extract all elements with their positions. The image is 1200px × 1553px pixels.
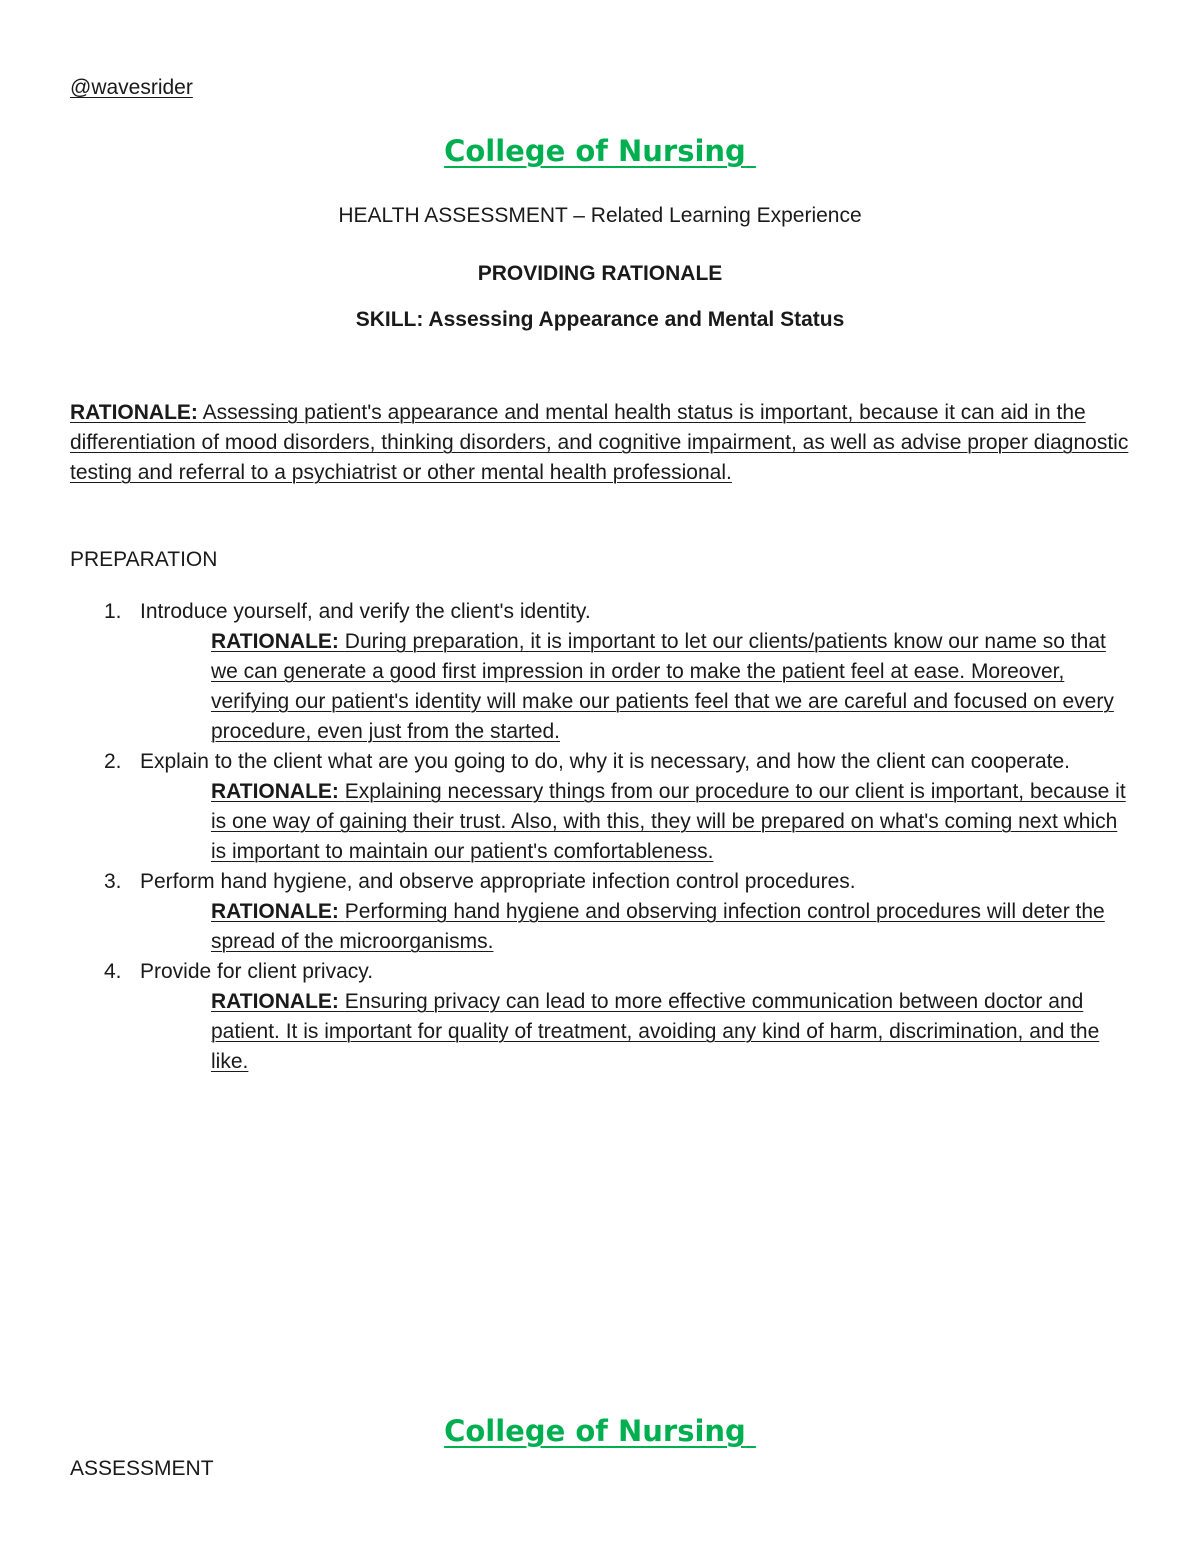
step-rationale bbox=[211, 627, 1131, 747]
intro-rationale-label: RATIONALE: bbox=[70, 401, 198, 424]
step-rationale-text: Explaining necessary things from our procedure to our client is important, because it is one way of gaining their trust. Also, with this, they will be prepared on what's coming next which is important to maintain our patient's comfortableness. bbox=[211, 780, 1126, 863]
intro-rationale bbox=[70, 398, 1130, 488]
step-number: 4. bbox=[104, 960, 122, 983]
step-rationale bbox=[211, 897, 1131, 957]
step-rationale-label: RATIONALE: bbox=[211, 630, 339, 653]
page-heading: PROVIDING RATIONALE bbox=[477, 262, 723, 285]
step-rationale-label: RATIONALE: bbox=[211, 780, 339, 803]
intro-rationale-text: Assessing patient's appearance and mental health status is important, because it can aid in the differentiation of mood disorders, thinking disorders, and cognitive impairment, as well as advise proper diagnostic testing and referral to a psychiatrist or other mental health professional. bbox=[70, 401, 1129, 484]
step-rationale-text: During preparation, it is important to let our clients/patients know our name so that we can generate a good first impression in order to make the patient feel at ease. Moreover, verifying our patient's identity will make our patients feel that we are careful and focused on every procedure, even just from the started. bbox=[211, 630, 1114, 743]
list-item bbox=[0, 597, 1200, 747]
skill-heading: SKILL: Assessing Appearance and Mental Status bbox=[355, 308, 845, 331]
step-number: 2. bbox=[104, 750, 122, 773]
college-title: College of Nursing bbox=[444, 134, 746, 168]
step-number: 1. bbox=[104, 600, 122, 623]
step-rationale-label: RATIONALE: bbox=[211, 900, 339, 923]
preparation-title: PREPARATION bbox=[70, 548, 218, 571]
author-handle: @wavesrider bbox=[70, 76, 193, 99]
list-item bbox=[0, 747, 1200, 867]
footer-college-title: College of Nursing bbox=[444, 1414, 746, 1448]
list-item bbox=[0, 867, 1200, 957]
assessment-title: ASSESSMENT bbox=[70, 1457, 214, 1480]
course-subtitle: HEALTH ASSESSMENT – Related Learning Experience bbox=[338, 204, 862, 227]
step-text: Explain to the client what are you going to do, why it is necessary, and how the client can cooperate. bbox=[140, 750, 1070, 773]
step-number: 3. bbox=[104, 870, 122, 893]
step-text: Provide for client privacy. bbox=[140, 960, 374, 983]
step-rationale bbox=[211, 777, 1131, 867]
preparation-steps bbox=[0, 597, 1200, 1077]
step-rationale-text: Performing hand hygiene and observing infection control procedures will deter the spread of the microorganisms. bbox=[211, 900, 1105, 953]
step-rationale-text: Ensuring privacy can lead to more effective communication between doctor and patient. It is important for quality of treatment, avoiding any kind of harm, discrimination, and the like. bbox=[211, 990, 1100, 1073]
step-text: Perform hand hygiene, and observe appropriate infection control procedures. bbox=[140, 870, 856, 893]
step-text: Introduce yourself, and verify the client's identity. bbox=[140, 600, 591, 623]
step-rationale bbox=[211, 987, 1131, 1077]
list-item bbox=[0, 957, 1200, 1077]
step-rationale-label: RATIONALE: bbox=[211, 990, 339, 1013]
